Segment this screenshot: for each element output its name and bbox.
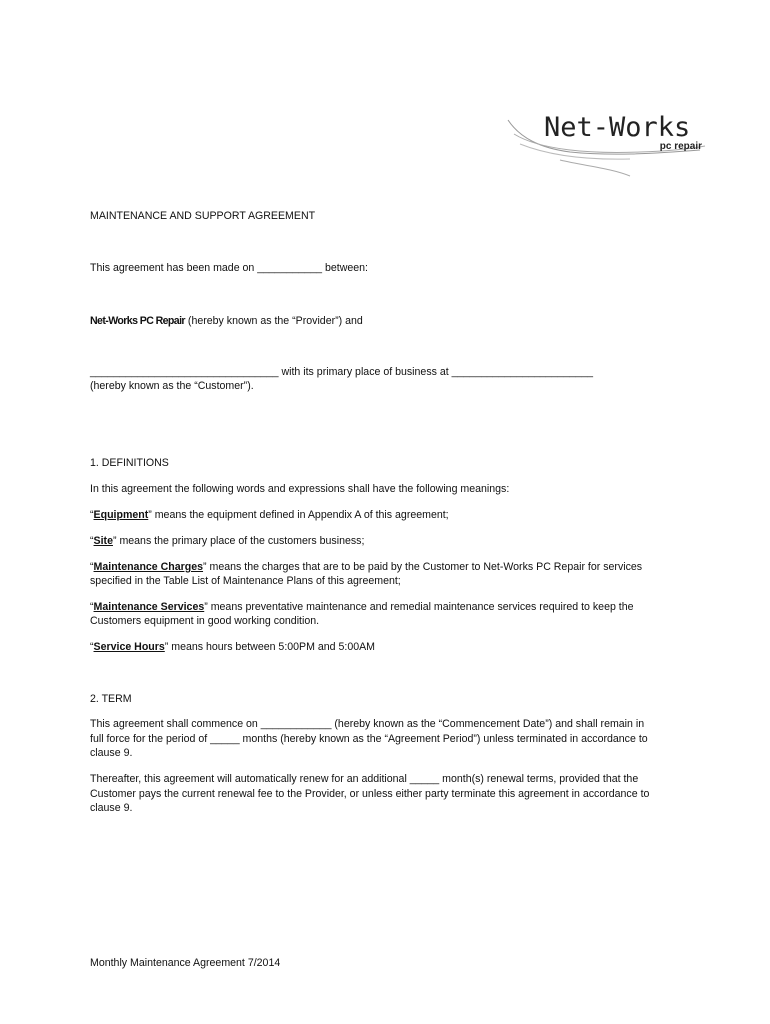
open-quote: “ [90,561,94,573]
term-para-1-line-2: full force for the period of _____ months (hereby known as the “Agreement Period”) unless terminated in accordance to [90,733,648,745]
def-services-text: ” means preventative maintenance and remedial maintenance services required to keep the [204,601,634,613]
term-para-2-line-3: clause 9. [90,802,133,814]
provider-line [90,315,363,328]
logo-name: Net-Works [544,112,691,143]
document-title: MAINTENANCE AND SUPPORT AGREEMENT [90,210,316,222]
term-maintenance-services: Maintenance Services [93,601,205,613]
provider-name: Net-Works PC Repair [90,315,185,327]
definition-charges-cont: specified in the Table List of Maintenance Plans of this agreement; [90,575,401,587]
open-quote: “ [90,641,94,653]
section-1-heading: 1. DEFINITIONS [90,457,169,469]
def-hours-text: ” means hours between 5:00PM and 5:00AM [164,641,376,653]
term-service-hours: Service Hours [93,641,165,653]
logo-subtitle: pc repair [659,141,702,152]
definition-site [90,535,364,548]
def-equipment-text: ” means the equipment defined in Appendix A of this agreement; [148,509,449,521]
term-equipment: Equipment [93,509,149,521]
definition-charges [90,561,642,574]
open-quote: “ [90,509,94,521]
term-site: Site [93,535,113,547]
customer-line-2: (hereby known as the “Customer”). [90,380,254,392]
def-charges-text: ” means the charges that are to be paid by the Customer to Net-Works PC Repair for services [203,561,643,573]
section-2-heading: 2. TERM [90,693,132,705]
open-quote: “ [90,535,94,547]
company-logo [500,110,710,182]
term-maintenance-charges: Maintenance Charges [93,561,204,573]
provider-rest: (hereby known as the “Provider”) and [184,315,363,327]
definition-equipment [90,509,449,522]
term-para-2-line-2: Customer pays the current renewal fee to the Provider, or unless either party terminate this agreement in accordance to [90,788,650,800]
section-1-intro: In this agreement the following words and expressions shall have the following meanings: [90,483,510,495]
def-site-text: ” means the primary place of the customers business; [112,535,365,547]
customer-line-1: ________________________________ with its primary place of business at ________________________ [90,366,594,378]
term-para-1-line-3: clause 9. [90,747,133,759]
definition-services-cont: Customers equipment in good working condition. [90,615,320,627]
term-para-1-line-1: This agreement shall commence on ____________ (hereby known as the “Commencement Date”) and shall remain in [90,718,645,730]
intro-line: This agreement has been made on ___________ between: [90,262,368,274]
definition-hours [90,641,375,654]
open-quote: “ [90,601,94,613]
definition-services [90,601,634,614]
page-footer: Monthly Maintenance Agreement 7/2014 [90,957,281,969]
term-para-2-line-1: Thereafter, this agreement will automatically renew for an additional _____ month(s) renewal terms, provided that the [90,773,639,785]
